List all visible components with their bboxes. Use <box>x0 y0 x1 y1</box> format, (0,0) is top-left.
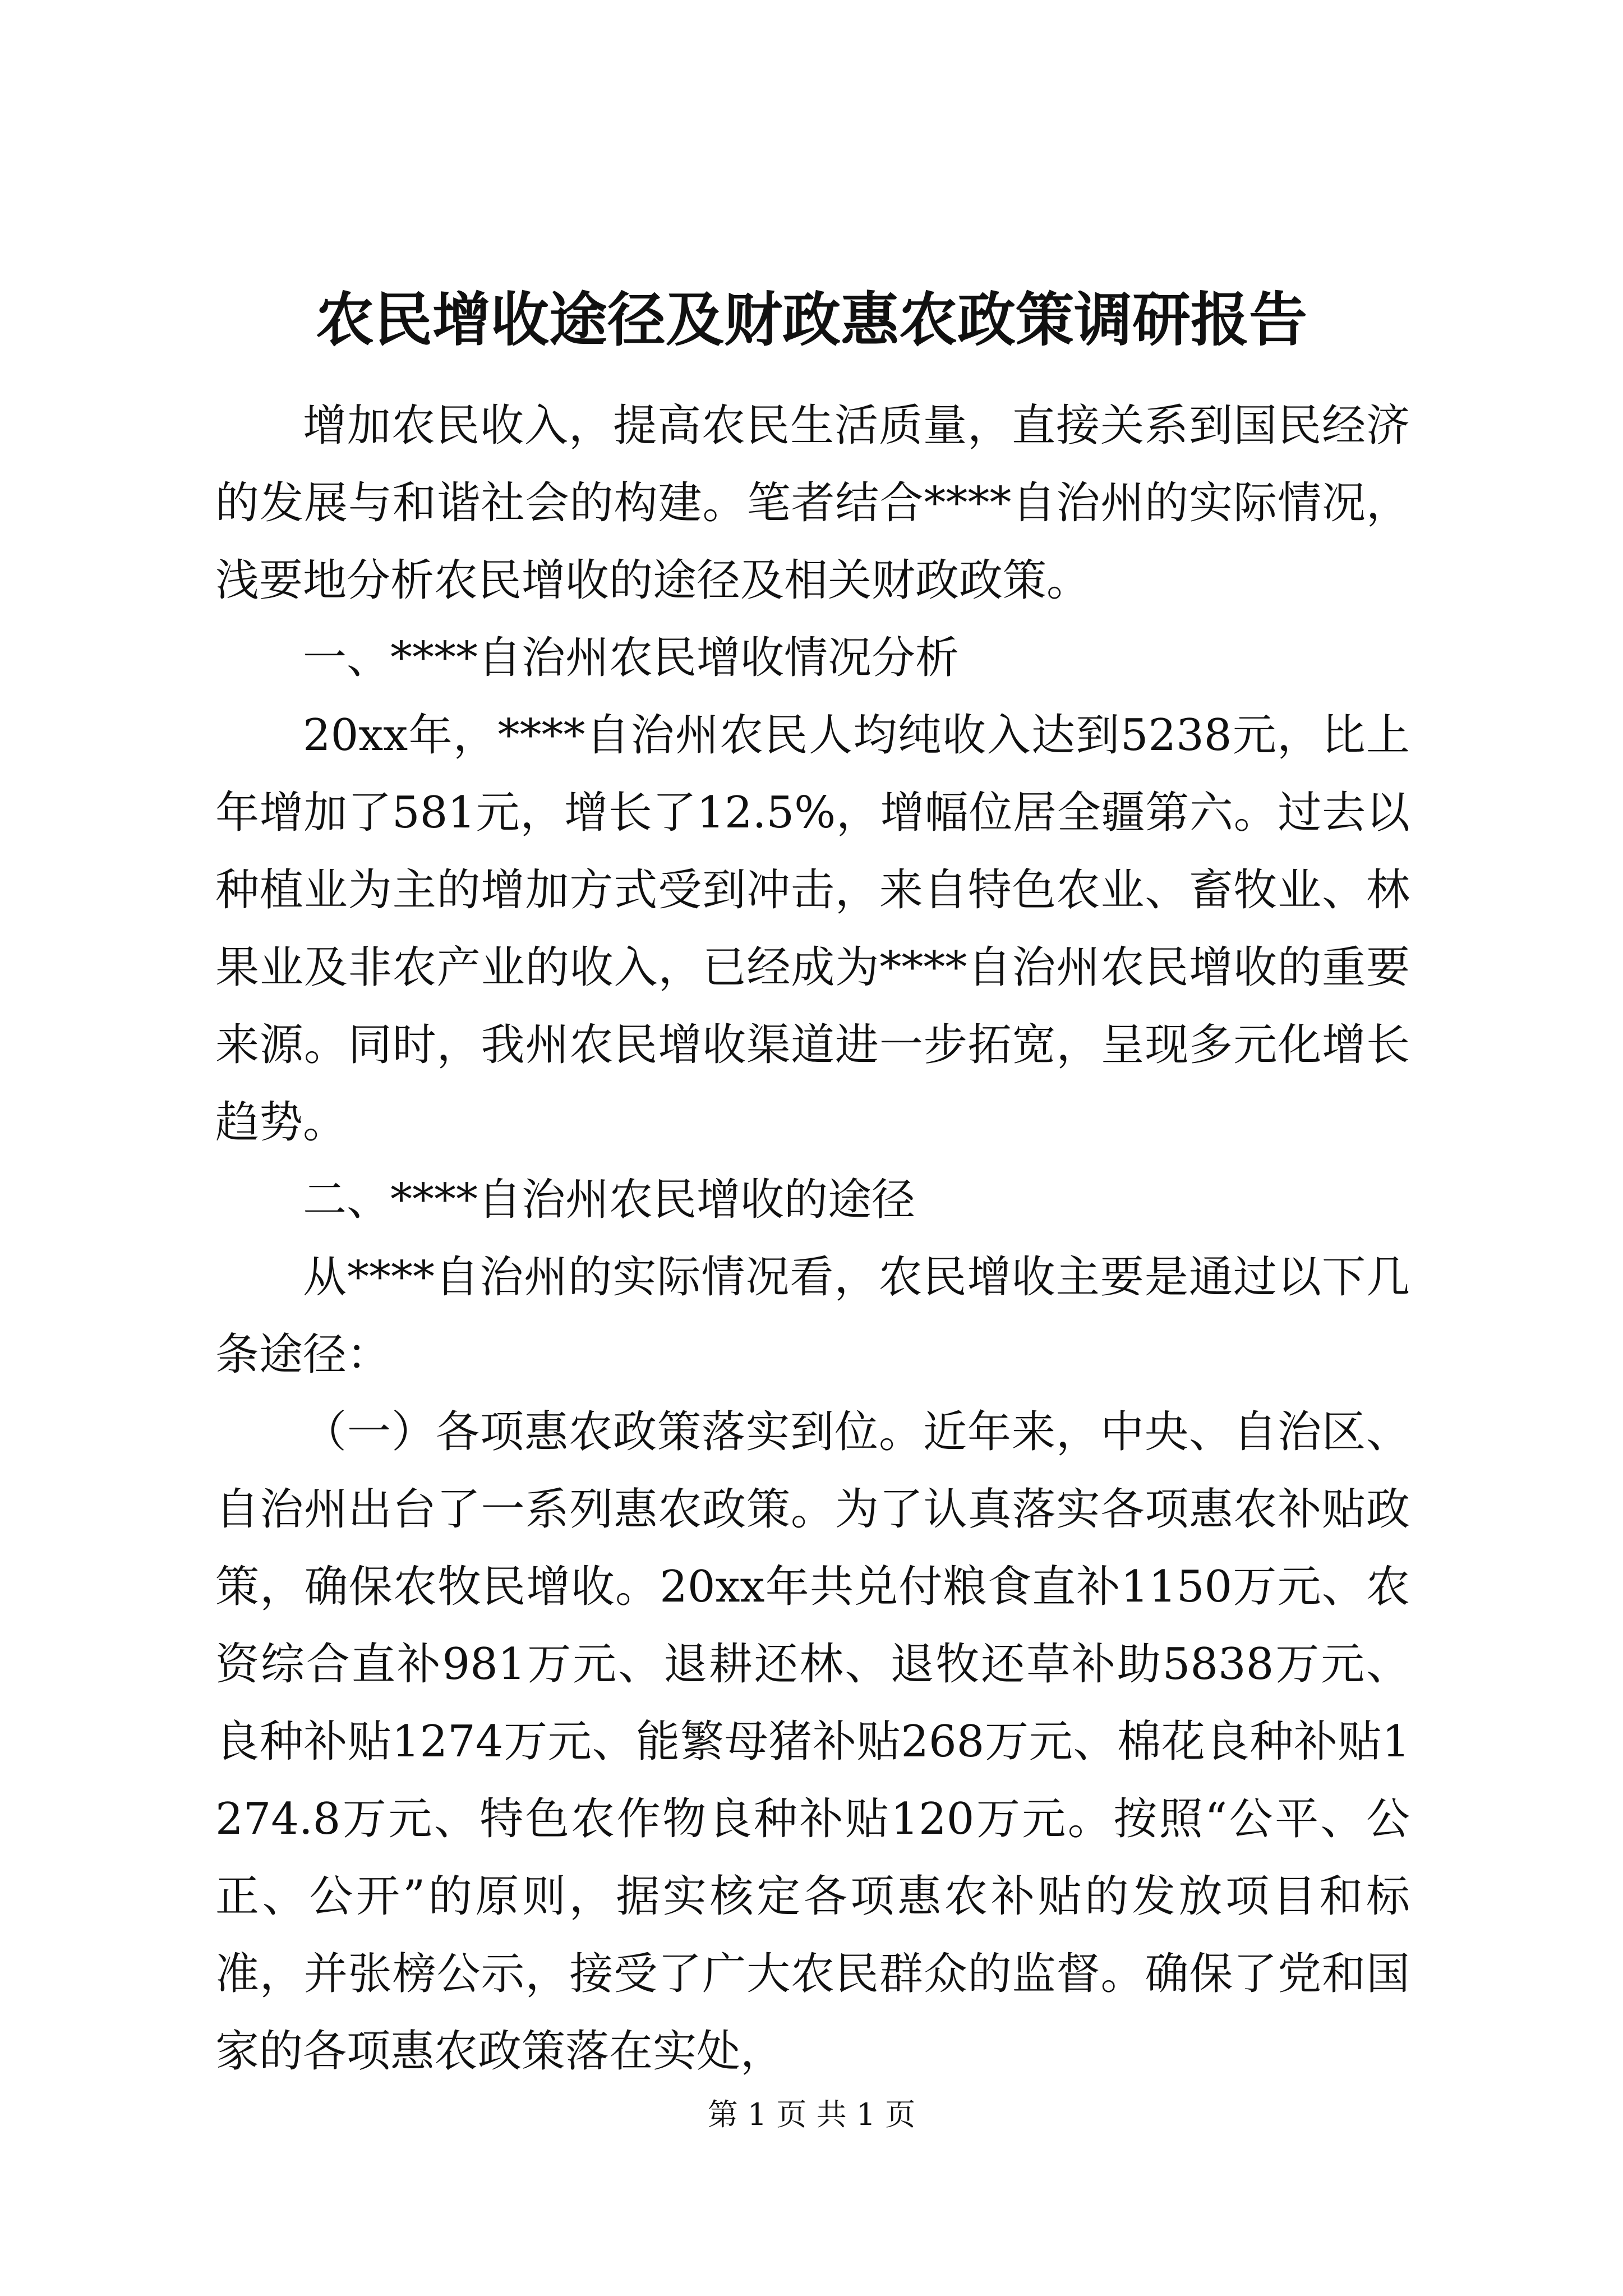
page-footer: 第 1 页 共 1 页 <box>707 2097 916 2132</box>
paragraph-income-analysis: 20xx年，****自治州农民人均纯收入达到5238元，比上年增加了581元，增长了12.5%，增幅位居全疆第六。过去以种植业为主的增加方式受到冲击，来自特色农业、畜牧业、林果业及非农产业的收入，已经成为****自治州农民增收的重要来源。同时，我州农民增收渠道进一步拓宽，呈现多元化增长趋势。 <box>215 710 1410 1148</box>
paragraph-policy-implementation: （一）各项惠农政策落实到位。近年来，中央、自治区、自治州出台了一系列惠农政策。为了认真落实各项惠农补贴政策，确保农牧民增收。20xx年共兑付粮食直补1150万元、农资综合直补981万元、退耕还林、退牧还草补助5838万元、良种补贴1274万元、能繁母猪补贴268万元、棉花良种补贴1274.8万元、特色农作物良种补贴120万元。按照“公平、公正、公开”的原则，据实核定各项惠农补贴的发放项目和标准，并张榜公示，接受了广大农民群众的监督。确保了党和国家的各项惠农政策落在实处， <box>215 1407 1410 2077</box>
document-body <box>215 387 1410 2090</box>
paragraph-intro: 增加农民收入，提高农民生活质量，直接关系到国民经济的发展与和谐社会的构建。笔者结合****自治州的实际情况，浅要地分析农民增收的途径及相关财政政策。 <box>215 401 1410 606</box>
document-title: 农民增收途径及财政惠农政策调研报告 <box>315 285 1307 354</box>
section-heading-1: 一、****自治州农民增收情况分析 <box>303 633 960 683</box>
section-heading-2: 二、****自治州农民增收的途径 <box>303 1175 916 1225</box>
paragraph-approaches-intro: 从****自治州的实际情况看，农民增收主要是通过以下几条途径： <box>215 1252 1410 1380</box>
